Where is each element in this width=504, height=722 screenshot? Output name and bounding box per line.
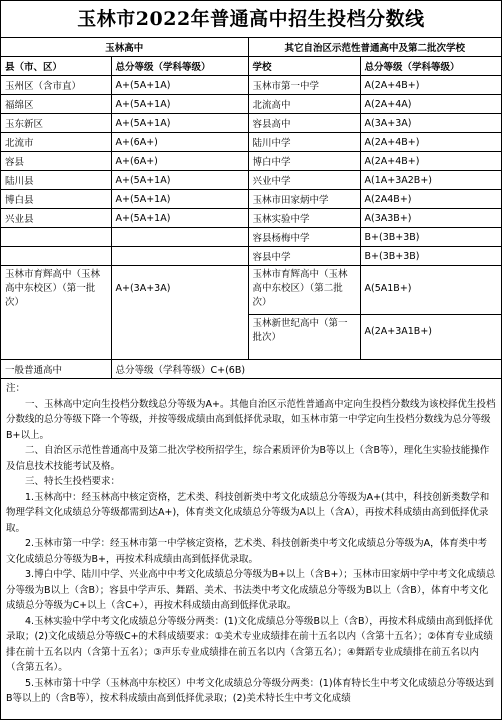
grade-cell: A(2A4B+) — [360, 190, 501, 209]
school-cell: 玉林实验中学 — [248, 209, 360, 228]
special-left-grade: A+(3A+3A) — [111, 266, 248, 360]
note-paragraph: 二、自治区示范性普通高中及第二批次学校所招学生，综合素质评价为B等以上（含B等），理化生实验技能操作及信息技术技能考试及格。 — [6, 445, 490, 472]
table-row — [1, 95, 501, 114]
grade-cell: A+(6A+) — [111, 133, 248, 152]
special-right-school-2: 玉林新世纪高中（第一批次） — [248, 315, 360, 360]
grade-cell: A(2A+4B+) — [360, 133, 501, 152]
header-grade-right: 总分等级（学科等级） — [360, 57, 501, 76]
special-right-grade-1: A(5A1B+) — [360, 266, 501, 315]
special-right-school-1: 玉林市育辉高中（玉林高中东校区）（第二批次） — [248, 266, 360, 315]
grade-cell: A+(5A+1A) — [111, 76, 248, 95]
table-row — [1, 247, 501, 266]
grade-cell: A+(5A+1A) — [111, 209, 248, 228]
grade-cell: A+(6A+) — [111, 152, 248, 171]
county-cell: 北流市 — [1, 133, 111, 152]
grade-cell: A(1A+3A2B+) — [360, 171, 501, 190]
grade-cell: A(3A+3A) — [360, 114, 501, 133]
note-paragraph: 三、特长生投档要求： — [25, 476, 121, 487]
header-county: 县（市、区） — [1, 57, 111, 76]
school-cell: 北流高中 — [248, 95, 360, 114]
table-row — [1, 190, 501, 209]
school-cell: 玉林市第一中学 — [248, 76, 360, 95]
county-cell: 福绵区 — [1, 95, 111, 114]
grade-cell: A+(5A+1A) — [111, 190, 248, 209]
note-paragraph: 一、玉林高中定向生投档分数线总分等级为A+。其他自治区示范性普通高中定向生投档分数线为该校择优生投档分数线的总分等级下降一个等级，并按等级成绩由高到低择优录取，如玉林市第一中学定向生投档分数线为总分等级B+以上。 — [6, 398, 496, 441]
special-right-grade-2: A(2A+3A1B+) — [360, 315, 501, 360]
section-yulin-high: 玉林高中 — [1, 38, 248, 57]
note-paragraph: 5.玉林市第十中学（玉林高中东校区）中考文化成绩总分等级分两类：(1)体育特长生中考文化成绩总分等级达到B等以上的（含B等），按术科成绩由高到低择优录取；(2)美术特长生中考文化成绩 — [6, 677, 495, 704]
county-cell: 容县 — [1, 152, 111, 171]
general-row — [1, 360, 501, 379]
grade-cell — [111, 247, 248, 266]
notes-section — [1, 379, 501, 707]
grade-cell: A(2A+4B+) — [360, 152, 501, 171]
school-cell: 陆川中学 — [248, 133, 360, 152]
notes-label: 注： — [6, 383, 26, 394]
grade-cell: A+(5A+1A) — [111, 95, 248, 114]
school-cell: 容县杨梅中学 — [248, 228, 360, 247]
score-table — [1, 38, 501, 379]
grade-cell — [111, 228, 248, 247]
table-row — [1, 171, 501, 190]
note-paragraph: 1.玉林高中：经玉林高中核定资格，艺术类、科技创新类中考文化成绩总分等级为A+(其中，科技创新类数学和物理学科文化成绩总分等级都需到达A+)，体育类文化成绩总分等级为A以上（含A），再按术科成绩由高到低择优录取。 — [6, 491, 490, 534]
document-title: 玉林市2022年普通高中招生投档分数线 — [1, 1, 501, 38]
table-row — [1, 76, 501, 95]
table-row — [1, 152, 501, 171]
section-other-schools: 其它自治区示范性普通高中及第二批次学校 — [248, 38, 501, 57]
grade-cell: A+(5A+1A) — [111, 171, 248, 190]
note-paragraph: 3.博白中学、陆川中学、兴业高中中考文化成绩总分等级为B+以上（含B+）；玉林市田家炳中学中考文化成绩总分等级为B以上（含B）；容县中学声乐、舞蹈、美术、书法类中考文化成绩总分等级为B以上（含B），体育中考文化成绩总分等级为C+以上（含C+），再按术科成绩由高到低择优录取。 — [6, 569, 496, 611]
county-cell: 陆川县 — [1, 171, 111, 190]
table-row — [1, 228, 501, 247]
grade-cell: B+(3B+3B) — [360, 228, 501, 247]
grade-cell: A(3A3B+) — [360, 209, 501, 228]
note-paragraph: 2.玉林市第一中学：经玉林市第一中学核定资格，艺术类、科技创新类中考文化成绩总分等级为A，体育类中考文化成绩总分等级为B+，再按术科成绩由高到低择优录取。 — [6, 538, 488, 565]
county-cell: 博白县 — [1, 190, 111, 209]
school-cell: 容县高中 — [248, 114, 360, 133]
special-left-school: 玉林市育辉高中（玉林高中东校区）（第一批次） — [1, 266, 111, 360]
table-row-special — [1, 266, 501, 315]
general-label: 一般普通高中 — [1, 360, 111, 379]
county-cell: 玉州区（含市直） — [1, 76, 111, 95]
county-cell — [1, 228, 111, 247]
school-cell: 兴业中学 — [248, 171, 360, 190]
header-school: 学校 — [248, 57, 360, 76]
county-cell: 玉东新区 — [1, 114, 111, 133]
school-cell: 容县中学 — [248, 247, 360, 266]
grade-cell: A(2A+4B+) — [360, 76, 501, 95]
general-value: 总分等级（学科等级）C+(6B) — [111, 360, 501, 379]
table-row — [1, 114, 501, 133]
school-cell: 玉林市田家炳中学 — [248, 190, 360, 209]
header-grade-left: 总分等级（学科等级） — [111, 57, 248, 76]
school-cell: 博白中学 — [248, 152, 360, 171]
grade-cell: A(2A+4A) — [360, 95, 501, 114]
note-paragraph: 4.玉林实验中学中考文化成绩总分等级分两类：(1)文化成绩总分等级B以上（含B），再按术科成绩由高到低择优录取；(2)文化成绩总分等级C+的术科成绩要求：①美术专业成绩排在前十五名以内（含第十五名）；②体育专业成绩排在前十五名以内（含第十五名）；③声乐专业成绩排在前五名以内（含第五名）；④舞蹈专业成绩排在前五名以内（含第五名）。 — [6, 615, 493, 673]
grade-cell: A+(5A+1A) — [111, 114, 248, 133]
grade-cell: B+(3B+3B) — [360, 247, 501, 266]
county-cell — [1, 247, 111, 266]
county-cell: 兴业县 — [1, 209, 111, 228]
table-row — [1, 209, 501, 228]
table-row — [1, 133, 501, 152]
